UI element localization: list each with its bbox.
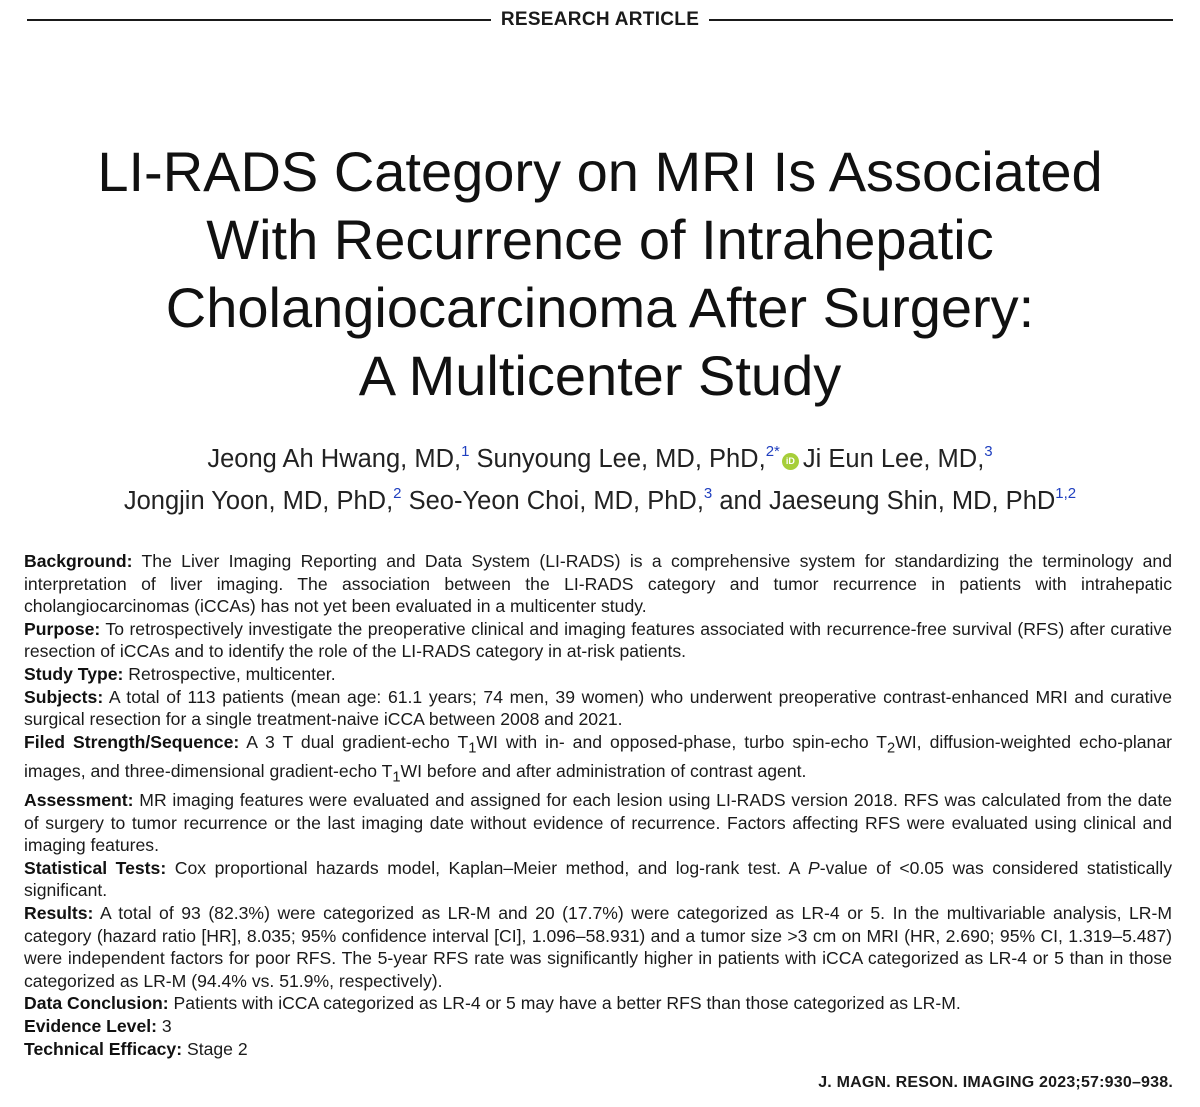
- abstract-statistical-tests: [24, 857, 1172, 902]
- section-label: Purpose:: [24, 618, 101, 639]
- section-label: Assessment:: [24, 789, 134, 810]
- section-text: Retrospective, multicenter.: [123, 663, 336, 684]
- section-text: MR imaging features were evaluated and assigned for each lesion using LI-RADS version 2018. RFS was calculated from the date of surgery to tumor recurrence or the last imaging date without evidence of recurrence. Factors affecting RFS were evaluated using clinical and imaging features.: [24, 789, 1172, 856]
- section-label: Technical Efficacy:: [24, 1038, 183, 1059]
- author-name: Sunyoung Lee, MD, PhD,: [476, 445, 766, 473]
- author-list: [30, 438, 1170, 522]
- section-text: A total of 113 patients (mean age: 61.1 years; 74 men, 39 women) who underwent preoperative contrast-enhanced MRI and curative surgical resection for a single treatment-naive iCCA between 2008 and 2021.: [24, 686, 1172, 730]
- abstract-data-conclusion: [24, 992, 1172, 1015]
- section-label: Background:: [24, 551, 133, 571]
- journal-citation: J. MAGN. RESON. IMAGING 2023;57:930–938.: [818, 1074, 1173, 1091]
- affiliation-link[interactable]: 1: [461, 443, 470, 460]
- author-name: Jongjin Yoon, MD, PhD,: [123, 487, 394, 515]
- italic-p: P: [807, 857, 820, 878]
- abstract-purpose: [24, 618, 1172, 663]
- abstract-background: [24, 550, 1172, 618]
- section-text: A 3 T dual gradient-echo T: [239, 731, 469, 752]
- author-name: Ji Eun Lee, MD,: [802, 445, 985, 473]
- orcid-icon[interactable]: iD: [782, 453, 799, 470]
- abstract-field-strength: [24, 731, 1172, 789]
- affiliation-link[interactable]: 2*: [765, 443, 780, 460]
- section-text: Patients with iCCA categorized as LR-4 or 5 may have a better RFS than those categorized as LR-M.: [168, 993, 961, 1014]
- affiliation-link[interactable]: 2: [393, 485, 402, 502]
- header-rule-left: [27, 19, 491, 21]
- abstract-study-type: [24, 663, 1172, 686]
- title-line: With Recurrence of Intrahepatic: [206, 208, 994, 271]
- author-row: [30, 480, 1170, 522]
- section-label: Statistical Tests:: [24, 857, 167, 878]
- abstract-technical-efficacy: [24, 1038, 1172, 1061]
- header-rule-right: [709, 19, 1173, 21]
- subscript: 1: [468, 740, 477, 757]
- title-line: Cholangiocarcinoma After Surgery:: [165, 276, 1035, 339]
- title-line: A Multicenter Study: [358, 344, 842, 407]
- abstract-results: [24, 902, 1172, 992]
- affiliation-link[interactable]: 3: [984, 443, 993, 460]
- section-text: The Liver Imaging Reporting and Data System (LI-RADS) is a comprehensive system for standardizing the terminology and interpretation of liver imaging. The association between the LI-RADS category and tumor recurrence in patients with intrahepatic cholangiocarcinomas (iCCAs) has not yet been evaluated in a multicenter study.: [24, 551, 1172, 617]
- author-name: Seo-Yeon Choi, MD, PhD,: [408, 487, 704, 515]
- section-label: RESEARCH ARTICLE: [500, 9, 700, 30]
- section-text: -value of <0.05 was considered statistically significant.: [24, 857, 1172, 901]
- section-text: Cox proportional hazards model, Kaplan–Meier method, and log-rank test. A: [166, 857, 808, 878]
- author-row: [30, 438, 1170, 480]
- author-name: Jeong Ah Hwang, MD,: [207, 445, 462, 473]
- subscript: 2: [887, 740, 896, 757]
- abstract-evidence-level: [24, 1015, 1172, 1038]
- section-label: Results:: [24, 902, 94, 923]
- section-header: [27, 8, 1173, 32]
- abstract: [24, 550, 1172, 1060]
- article-title: [40, 138, 1160, 410]
- abstract-assessment: [24, 789, 1172, 857]
- section-text: Stage 2: [182, 1038, 248, 1059]
- section-text: WI before and after administration of contrast agent.: [400, 760, 807, 781]
- section-text: WI, diffusion-weighted echo-planar images, and three-dimensional gradient-echo T: [24, 731, 1172, 781]
- affiliation-link[interactable]: 3: [703, 485, 713, 502]
- section-text: To retrospectively investigate the preoperative clinical and imaging features associated with recurrence-free survival (RFS) after curative resection of iCCAs and to identify the role of the LI-RADS category in at-risk patients.: [24, 618, 1172, 662]
- section-text: WI with in- and opposed-phase, turbo spin-echo T: [476, 731, 888, 752]
- section-label: Data Conclusion:: [24, 993, 169, 1014]
- author-name: and Jaeseung Shin, MD, PhD: [719, 487, 1056, 515]
- title-line: LI-RADS Category on MRI Is Associated: [97, 140, 1103, 203]
- section-text: A total of 93 (82.3%) were categorized as LR-M and 20 (17.7%) were categorized as LR-4 or 5. In the multivariable analysis, LR-M category (hazard ratio [HR], 8.035; 95% confidence interval [CI], 1.096–58.931) and a tumor size >3 cm on MRI (HR, 2.690; 95% CI, 1.319–5.487) were independent factors for poor RFS. The 5-year RFS rate was significantly higher in patients with iCCA categorized as LR-4 or 5 than in those categorized as LR-M (94.4% vs. 51.9%, respectively).: [24, 902, 1172, 991]
- section-label: Study Type:: [24, 663, 124, 684]
- affiliation-link[interactable]: 1,2: [1055, 485, 1077, 502]
- section-label: Subjects:: [24, 686, 104, 707]
- section-text: 3: [157, 1015, 172, 1036]
- subscript: 1: [392, 769, 401, 786]
- section-label: Evidence Level:: [24, 1015, 157, 1036]
- section-label: Filed Strength/Sequence:: [24, 731, 240, 752]
- abstract-subjects: [24, 686, 1172, 731]
